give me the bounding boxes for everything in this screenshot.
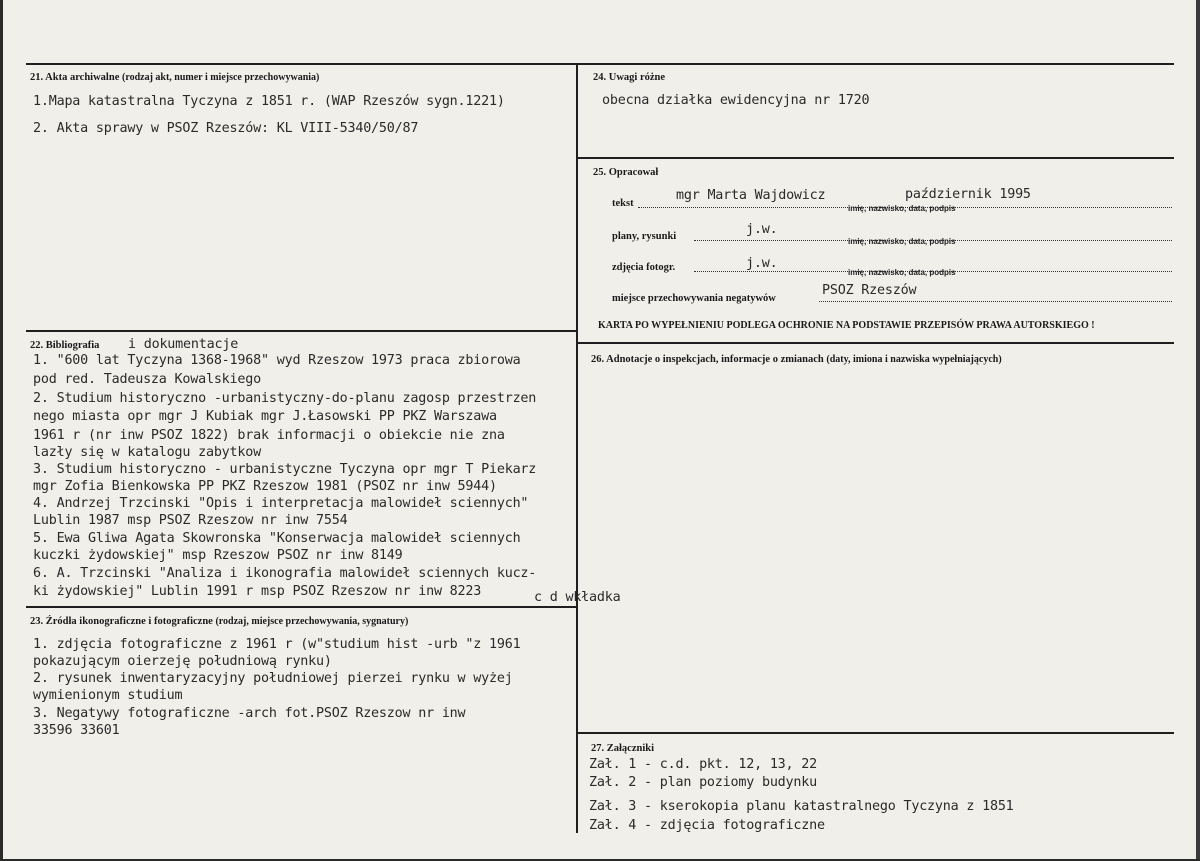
rule-s25 [578, 157, 1174, 159]
label-plany: plany, rysunki [612, 231, 677, 242]
section-23-subtitle: (rodzaj, miejsce przechowywania, sygnatury) [215, 616, 409, 627]
s23-line-6: 33596 33601 [33, 723, 120, 738]
s22-line-2: pod red. Tadeusza Kowalskiego [33, 372, 261, 387]
s22-line-9: 4. Andrzej Trzcinski "Opis i interpretacja malowideł sciennych" [33, 496, 529, 511]
s22-line-13: 6. A. Trzcinski "Analiza i ikonografia malowideł sciennych kucz- [33, 566, 537, 581]
s22-line-12: kuczki żydowskiej" msp Rzeszow PSOZ nr inw 8149 [33, 548, 403, 563]
s23-line-3: 2. rysunek inwentaryzacyjny południowej pierzei rynku w wyżej [33, 671, 513, 686]
rule-s26 [578, 342, 1174, 344]
section-21-subtitle: (rodzaj akt, numer i miejsce przechowywania) [121, 72, 320, 83]
s23-line-2: pokazującym oierzeję południową rynku) [33, 654, 332, 669]
s23-line-5: 3. Negatywy fotograficzne -arch fot.PSOZ Rzeszow nr inw [33, 706, 466, 721]
s27-line-3: Zał. 3 - kserokopia planu katastralnego Tyczyna z 1851 [589, 799, 1014, 814]
section-25-title: 25. Opracował [593, 167, 659, 178]
center-divider [576, 63, 578, 833]
hint-plany: imię, nazwisko, data, podpis [848, 237, 956, 246]
rule-s23 [26, 606, 578, 608]
s22-line-1: 1. "600 lat Tyczyna 1368-1968" wyd Rzeszow 1973 praca zbiorowa [33, 353, 521, 368]
s22-line-14: ki żydowskiej" Lublin 1991 r msp PSOZ Rzeszow nr inw 8223 [33, 584, 482, 599]
value-zdjecia: j.w. [746, 256, 778, 271]
top-rule [26, 63, 1174, 65]
s27-line-1: Zał. 1 - c.d. pkt. 12, 13, 22 [589, 757, 817, 772]
s27-line-2: Zał. 2 - plan poziomy budynku [589, 775, 817, 790]
value-tekst-date: październik 1995 [905, 187, 1031, 202]
s27-line-4: Zał. 4 - zdjęcia fotograficzne [589, 818, 825, 833]
s22-line-10: Lublin 1987 msp PSOZ Rzeszow nr inw 7554 [33, 513, 348, 528]
s21-line-2: 2. Akta sprawy w PSOZ Rzeszów: KL VIII-5340/50/87 [33, 121, 419, 136]
s22-line-4: nego miasta opr mgr J Kubiak mgr J.Łasowski PP PKZ Warszawa [33, 409, 497, 424]
value-tekst: mgr Marta Wajdowicz [676, 188, 826, 203]
section-21-title-main: 21. Akta archiwalne [30, 72, 120, 83]
s22-line-5: 1961 r (nr inw PSOZ 1822) brak informacji o obiekcie nie zna [33, 428, 505, 443]
value-negatywy: PSOZ Rzeszów [822, 283, 917, 298]
s23-line-4: wymienionym studium [33, 688, 183, 703]
s22-line-6: lazły się w katalogu zabytkow [33, 445, 261, 460]
copyright-notice: KARTA PO WYPEŁNIENIU PODLEGA OCHRONIE NA PODSTAWIE PRZEPISÓW PRAWA AUTORSKIEGO ! [598, 320, 1095, 331]
s23-line-1: 1. zdjęcia fotograficzne z 1961 r (w"studium hist -urb "z 1961 [33, 637, 521, 652]
section-26-title-main: 26. Adnotacje o inspekcjach, informacje o zmianach [591, 354, 824, 365]
scan-edge-left [0, 0, 3, 861]
rule-s22 [26, 330, 578, 332]
s22-continuation: c d wkładka [534, 590, 621, 605]
s21-line-1: 1.Mapa katastralna Tyczyna z 1851 r. (WAP Rzeszów sygn.1221) [33, 94, 505, 109]
hint-zdjecia: imię, nazwisko, data, podpis [848, 268, 956, 277]
s22-line-8: mgr Zofia Bienkowska PP PKZ Rzeszow 1981 (PSOZ nr inw 5944) [33, 479, 497, 494]
section-27-title: 27. Załączniki [591, 743, 655, 754]
s22-line-7: 3. Studium historyczno - urbanistyczne Tyczyna opr mgr T Piekarz [33, 462, 537, 477]
s22-line-3: 2. Studium historyczno -urbanistyczny-do-planu zagosp przestrzen [33, 391, 537, 406]
section-23-title [30, 616, 408, 627]
dotline-negatywy [819, 301, 1172, 302]
section-22-title: 22. Bibliografia [30, 340, 100, 351]
scan-edge-right [1196, 0, 1200, 861]
label-zdjecia: zdjęcia fotogr. [612, 262, 676, 273]
value-plany: j.w. [746, 222, 778, 237]
label-negatywy: miejsce przechowywania negatywów [612, 293, 776, 304]
section-23-title-main: 23. Źródła ikonograficzne i fotograficzne [30, 616, 213, 627]
label-tekst: tekst [612, 198, 634, 209]
s24-line-1: obecna działka ewidencyjna nr 1720 [602, 93, 870, 108]
section-26-title [591, 354, 1002, 365]
rule-s27 [578, 732, 1174, 734]
section-24-title: 24. Uwagi różne [593, 72, 666, 83]
hint-tekst: imię, nazwisko, data, podpis [848, 204, 956, 213]
s22-line-11: 5. Ewa Gliwa Agata Skowronska "Konserwacja malowideł sciennych [33, 531, 521, 546]
section-26-subtitle: (daty, imiona i nazwiska wypełniających) [826, 354, 1002, 365]
section-21-title [30, 72, 319, 83]
s22-title-cont: i dokumentacje [128, 337, 239, 352]
